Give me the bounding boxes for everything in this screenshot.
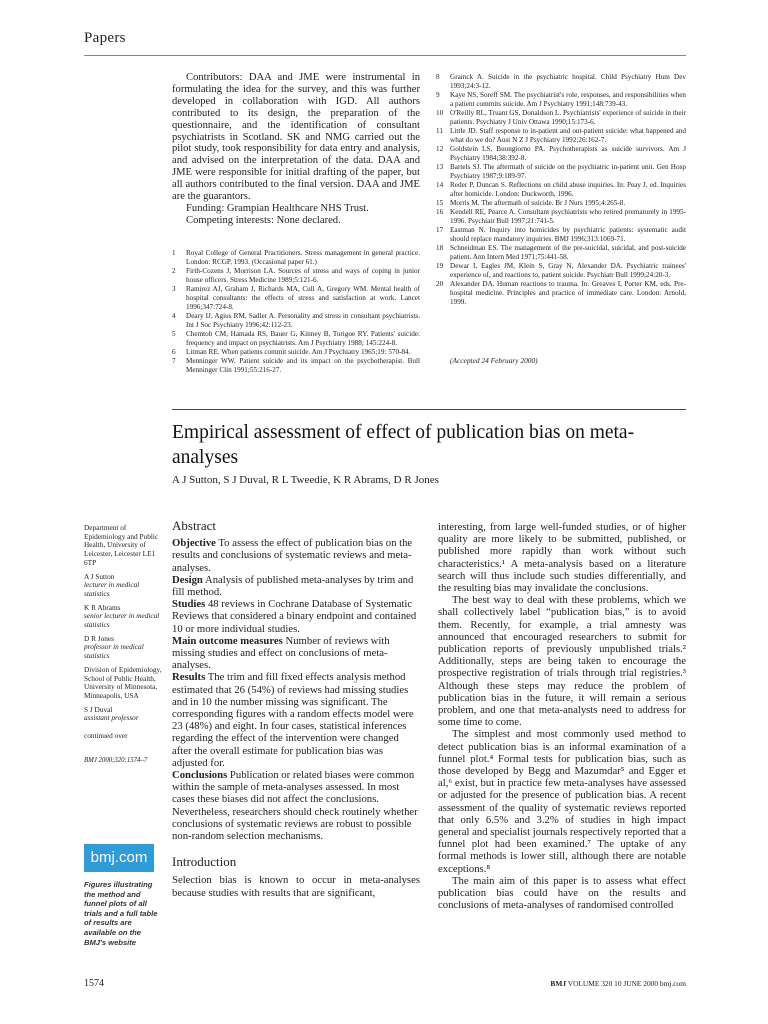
outcome-text: Number of reviews with missing studies and effect on conclusions of meta-analyses. [172,634,390,672]
reference-number: 13 [436,163,444,171]
reference-number: 15 [436,199,444,207]
affiliation-minnesota: Division of Epidemiology, School of Public Health, University of Minnesota, Minneapolis, USA [84,664,162,700]
reference-item [436,145,686,163]
reference-text: Alexander DA. Human reactions to trauma. In: Greaves I, Porter KM, eds. Pre-hospital medicine. Principles and practice of immediate care. London: Arnold, 1999. [450,280,686,306]
reference-text: Reder P, Duncan S. Reflections on child abuse inquiries. In: Peay J, ed. Inquiries after homicide. London: Duckworth, 1996. [450,181,686,198]
abstract-objective [172,537,420,574]
title-rule [172,409,686,410]
abstract-heading: Abstract [172,518,217,533]
reference-item [172,249,420,267]
author-role: assistant professor [84,713,139,723]
reference-number: 7 [172,357,176,365]
reference-number: 5 [172,330,176,338]
reference-item [436,109,686,127]
reference-number: 17 [436,226,444,234]
abstract-column [172,520,420,899]
reference-item [172,348,420,357]
article-authors: A J Sutton, S J Duval, R L Tweedie, K R Abrams, D R Jones [172,474,439,486]
reference-item [172,330,420,348]
author-role: lecturer in medical statistics [84,580,140,598]
reference-number: 19 [436,262,444,270]
objective-text: To assess the effect of publication bias on the results and conclusions of systematic reviews and meta-analyses. [172,537,413,574]
section-label: Papers [84,30,126,46]
reference-item [436,226,686,244]
reference-text: Firth-Cozens J, Morrison LA. Sources of stress and ways of coping in junior house officers. Stress Medicine 1989;5:121-6. [186,267,420,284]
reference-text: Chemtob CM, Hamada RS, Bauer G, Kinney B, Torigoe RY. Patients' suicide: frequency and impact on psychiatrists. Am J Psychiatry 1988; 145:224-8. [186,330,420,347]
body-paragraph: The simplest and most commonly used method to detect publication bias is an informal examination of a funnel plot.⁴ Formal tests for publication bias, such as those developed by Begg and Mazumdar⁵ and Egger et al,⁶ exist, but in practice few meta-analyses have assessed or adjusted for the presence of publication bias. A recent assessment of the quality of systematic reviews reported that only 6.5% and 3.2% of studies in high impact general and specialist journals respectively reported that a funnel plot had been examined.⁷ The uptake of any formal methods is lower still, although there are notable exceptions.⁸ [438,728,686,875]
reference-number: 8 [436,73,440,81]
reference-item [436,73,686,91]
author-role: senior lecturer in medical statistics [84,611,160,630]
bmj-citation: BMJ 2000;320:1574–7 [84,756,148,764]
reference-item [436,262,686,280]
reference-item [172,267,420,285]
reference-item [172,285,420,312]
author-name: S J Duval [84,704,113,714]
reference-text: Morris M. The aftermath of suicide. Br J Nurs 1995;4:265-8. [450,199,626,207]
reference-number: 6 [172,348,176,356]
reference-text: Royal College of General Practitioners. Stress management in general practice. London: RCGP, 1993. (Occasional paper 61.) [186,249,420,266]
conclusions-label: Conclusions [172,769,228,782]
reference-number: 14 [436,181,444,189]
outcome-label: Main outcome measures [172,634,283,647]
author-role: professor in medical statistics [84,642,144,661]
reference-number: 3 [172,285,176,293]
author-sutton [84,573,166,599]
reference-text: Ramirez AJ, Graham J, Richards MA, Cull A, Gregory WM. Mental health of hospital consultants: the effects of stress and satisfaction at work. Lancet 1996;347:724-8. [186,285,420,311]
reference-number: 4 [172,312,176,320]
abstract-conclusions [172,769,420,842]
bmj-logo[interactable]: bmj.com [84,844,154,872]
funding-text: Funding: Grampian Healthcare NHS Trust. [186,202,369,214]
reference-text: Bartels SJ. The aftermath of suicide on the psychiatric in-patient unit. Gen Hosp Psychiatry 1987;9:189-97. [450,163,686,180]
reference-text: Goldstein LS, Buongiorno PA. Psychotherapists as suicide survivors. Am J Psychiatry 1984;38:392-8. [450,145,686,162]
reference-text: Kaye NS, Soreff SM. The psychiatrist's role, responses, and responsibilities when a patient commits suicide. Am J Psychiatry 1991;148:739-43. [450,91,686,108]
journal-name: BMJ [550,979,567,988]
website-note: Figures illustrating the method and funnel plots of all trials and a full table of results are available on the BMJ's website [84,880,158,947]
design-text: Analysis of published meta-analyses by trim and fill method. [172,573,414,599]
objective-label: Objective [172,537,216,550]
reference-list-right [436,73,686,307]
reference-text: Grainck A. Suicide in the psychiatric hospital. Child Psychiatry Hum Dev 1993;24:3-12. [450,73,686,90]
introduction-heading: Introduction [172,854,237,870]
body-paragraph: interesting, from large well-funded studies, or of higher quality are more likely to be submitted, published, or published more rapidly than work without such characteristics.¹ A meta-analysis based on a literature search will thus include such studies differentially, and the resulting bias may invalidate the conclusions. [438,521,686,595]
reference-text: Little JD. Staff response to in-patient and out-patient suicide: what happened and what do we do? Aust N Z J Psychiatry 1992;26:162-7. [450,127,686,144]
abstract-results [172,671,420,769]
conclusions-text: Publication or related biases were common within the sample of meta-analyses assessed. In most cases these biases did not affect the conclusions. Nevertheless, researchers should check routinely whether conclusions of systematic reviews are robust to possible non-random selection mechanisms. [172,769,418,843]
reference-number: 1 [172,249,176,257]
reference-item [436,199,686,208]
author-affiliations [84,524,166,770]
reference-item [436,163,686,181]
results-label: Results [172,671,206,684]
reference-text: O'Reilly RL, Truant GS, Donaldson L. Psychiatrists' experience of suicide in their patients. Psychiatry J Univ Ottawa 1990;15:173-6. [450,109,686,126]
reference-item [436,244,686,262]
abstract-design [172,574,420,598]
reference-text: Deary IJ, Agius RM, Sadler A. Personality and stress in consultant psychiatrists. Int J Soc Psychiatry 1996;42:112-23. [186,312,420,329]
reference-number: 2 [172,267,176,275]
reference-number: 16 [436,208,444,216]
author-name: A J Sutton [84,571,115,581]
reference-text: Schneidman ES. The management of the pre-suicidal, suicidal, and post-suicide patient. Ann Intern Med 1971;75:441-58. [450,244,686,261]
author-name: D R Jones [84,633,114,643]
header-rule [84,55,686,56]
reference-text: Eastman N. Inquiry into homicides by psychiatric patients: systematic audit should replace mandatory inquiries. BMJ 1996;313:1069-71. [450,226,686,243]
studies-label: Studies [172,598,206,611]
reference-number: 11 [436,127,443,135]
continued-over: continued over [84,731,128,741]
studies-text: 48 reviews in Cochrane Database of Systematic Reviews that considered a binary endpoint and contained 10 or more individual studies. [172,598,417,635]
reference-item [436,208,686,226]
reference-text: Litman RE. When patients commit suicide. Am J Psychiatry 1965;19: 570-84. [186,348,411,356]
journal-issue: VOLUME 320 10 JUNE 2000 bmj.com [566,979,686,988]
introduction-text: Selection bias is known to occur in meta-analyses because studies with results that are significant, [172,874,420,899]
reference-number: 12 [436,145,444,153]
reference-list-left [172,249,420,375]
reference-number: 10 [436,109,444,117]
reference-number: 18 [436,244,444,252]
page-number: 1574 [84,978,104,989]
abstract-studies [172,598,420,635]
author-abrams [84,604,166,630]
body-column-right [438,521,686,912]
reference-number: 9 [436,91,440,99]
author-jones [84,635,166,661]
abstract-outcome [172,635,420,672]
body-paragraph: The main aim of this paper is to assess what effect publication bias could have on the results and conclusions of meta-analyses of randomised controlled [438,874,686,912]
results-text: The trim and fill fixed effects analysis method estimated that 26 (54%) of reviews had missing studies and in 10 the number missing was significant. The corresponding figures with a random effects model were 23 (48%) and eight. In four cases, statistical inferences regarding the effect of the intervention were changed after the overall estimate for publication bias was adjusted for. [172,671,414,769]
author-name: K R Abrams [84,602,121,612]
body-paragraph: The best way to deal with these problems, which we shall collectively label “publication bias,” is to avoid them. Recently, for example, a trial amnesty was announced that encouraged researchers to submit for publication reports of previously unpublished trials.² Additionally, steps are being taken to encourage the prospective registration of trials through trial registries.³ Although these steps may reduce the problem of publication bias in the future, it will remain a serious problem, and one that meta-analysts need to address for some time to come. [438,594,686,729]
competing-interests-text: Competing interests: None declared. [186,214,341,226]
reference-item [172,312,420,330]
reference-item [436,280,686,307]
reference-item [436,91,686,109]
author-duval [84,706,166,723]
reference-item [436,181,686,199]
contributors-block [172,72,420,227]
reference-item [172,357,420,375]
accepted-date: (Accepted 24 February 2000) [450,356,538,365]
reference-item [436,127,686,145]
contributors-text: Contributors: DAA and JME were instrumental in formulating the idea for the survey, and this was further developed in collaboration with IGD. All authors contributed to its design, the preparation of the questionnaire, and the identification of consultant psychiatrists in Scotland. SK and NMG carried out the pilot study, took responsibility for data entry and analysis, and advised on the interpretation of the data. DAA and JME were responsible for initial drafting of the paper, but all authors contributed to the final version. DAA and JME are the guarantors. [172,72,420,203]
reference-number: 20 [436,280,444,288]
design-label: Design [172,573,203,586]
journal-footer [520,979,686,988]
reference-text: Menninger WW. Patient suicide and its impact on the psychotherapist. Bull Menninger Clin 1991;55:216-27. [186,357,420,374]
reference-text: Dewar I, Eagles JM, Klein S, Gray N, Alexander DA. Psychiatric trainees' experience of, and reactions to, patient suicide. Psychiatr Bull 1999;24:20-3. [450,262,686,279]
article-title: Empirical assessment of effect of publication bias on meta-analyses [172,422,635,468]
affiliation-leicester: Department of Epidemiology and Public Health, University of Leicester, Leicester LE1 6TP [84,523,159,567]
reference-text: Kendell RE, Pearce A. Consultant psychiatrists who retired prematurely in 1995-1996. Psychiatr Bull 1997;21:741-5. [450,208,686,225]
